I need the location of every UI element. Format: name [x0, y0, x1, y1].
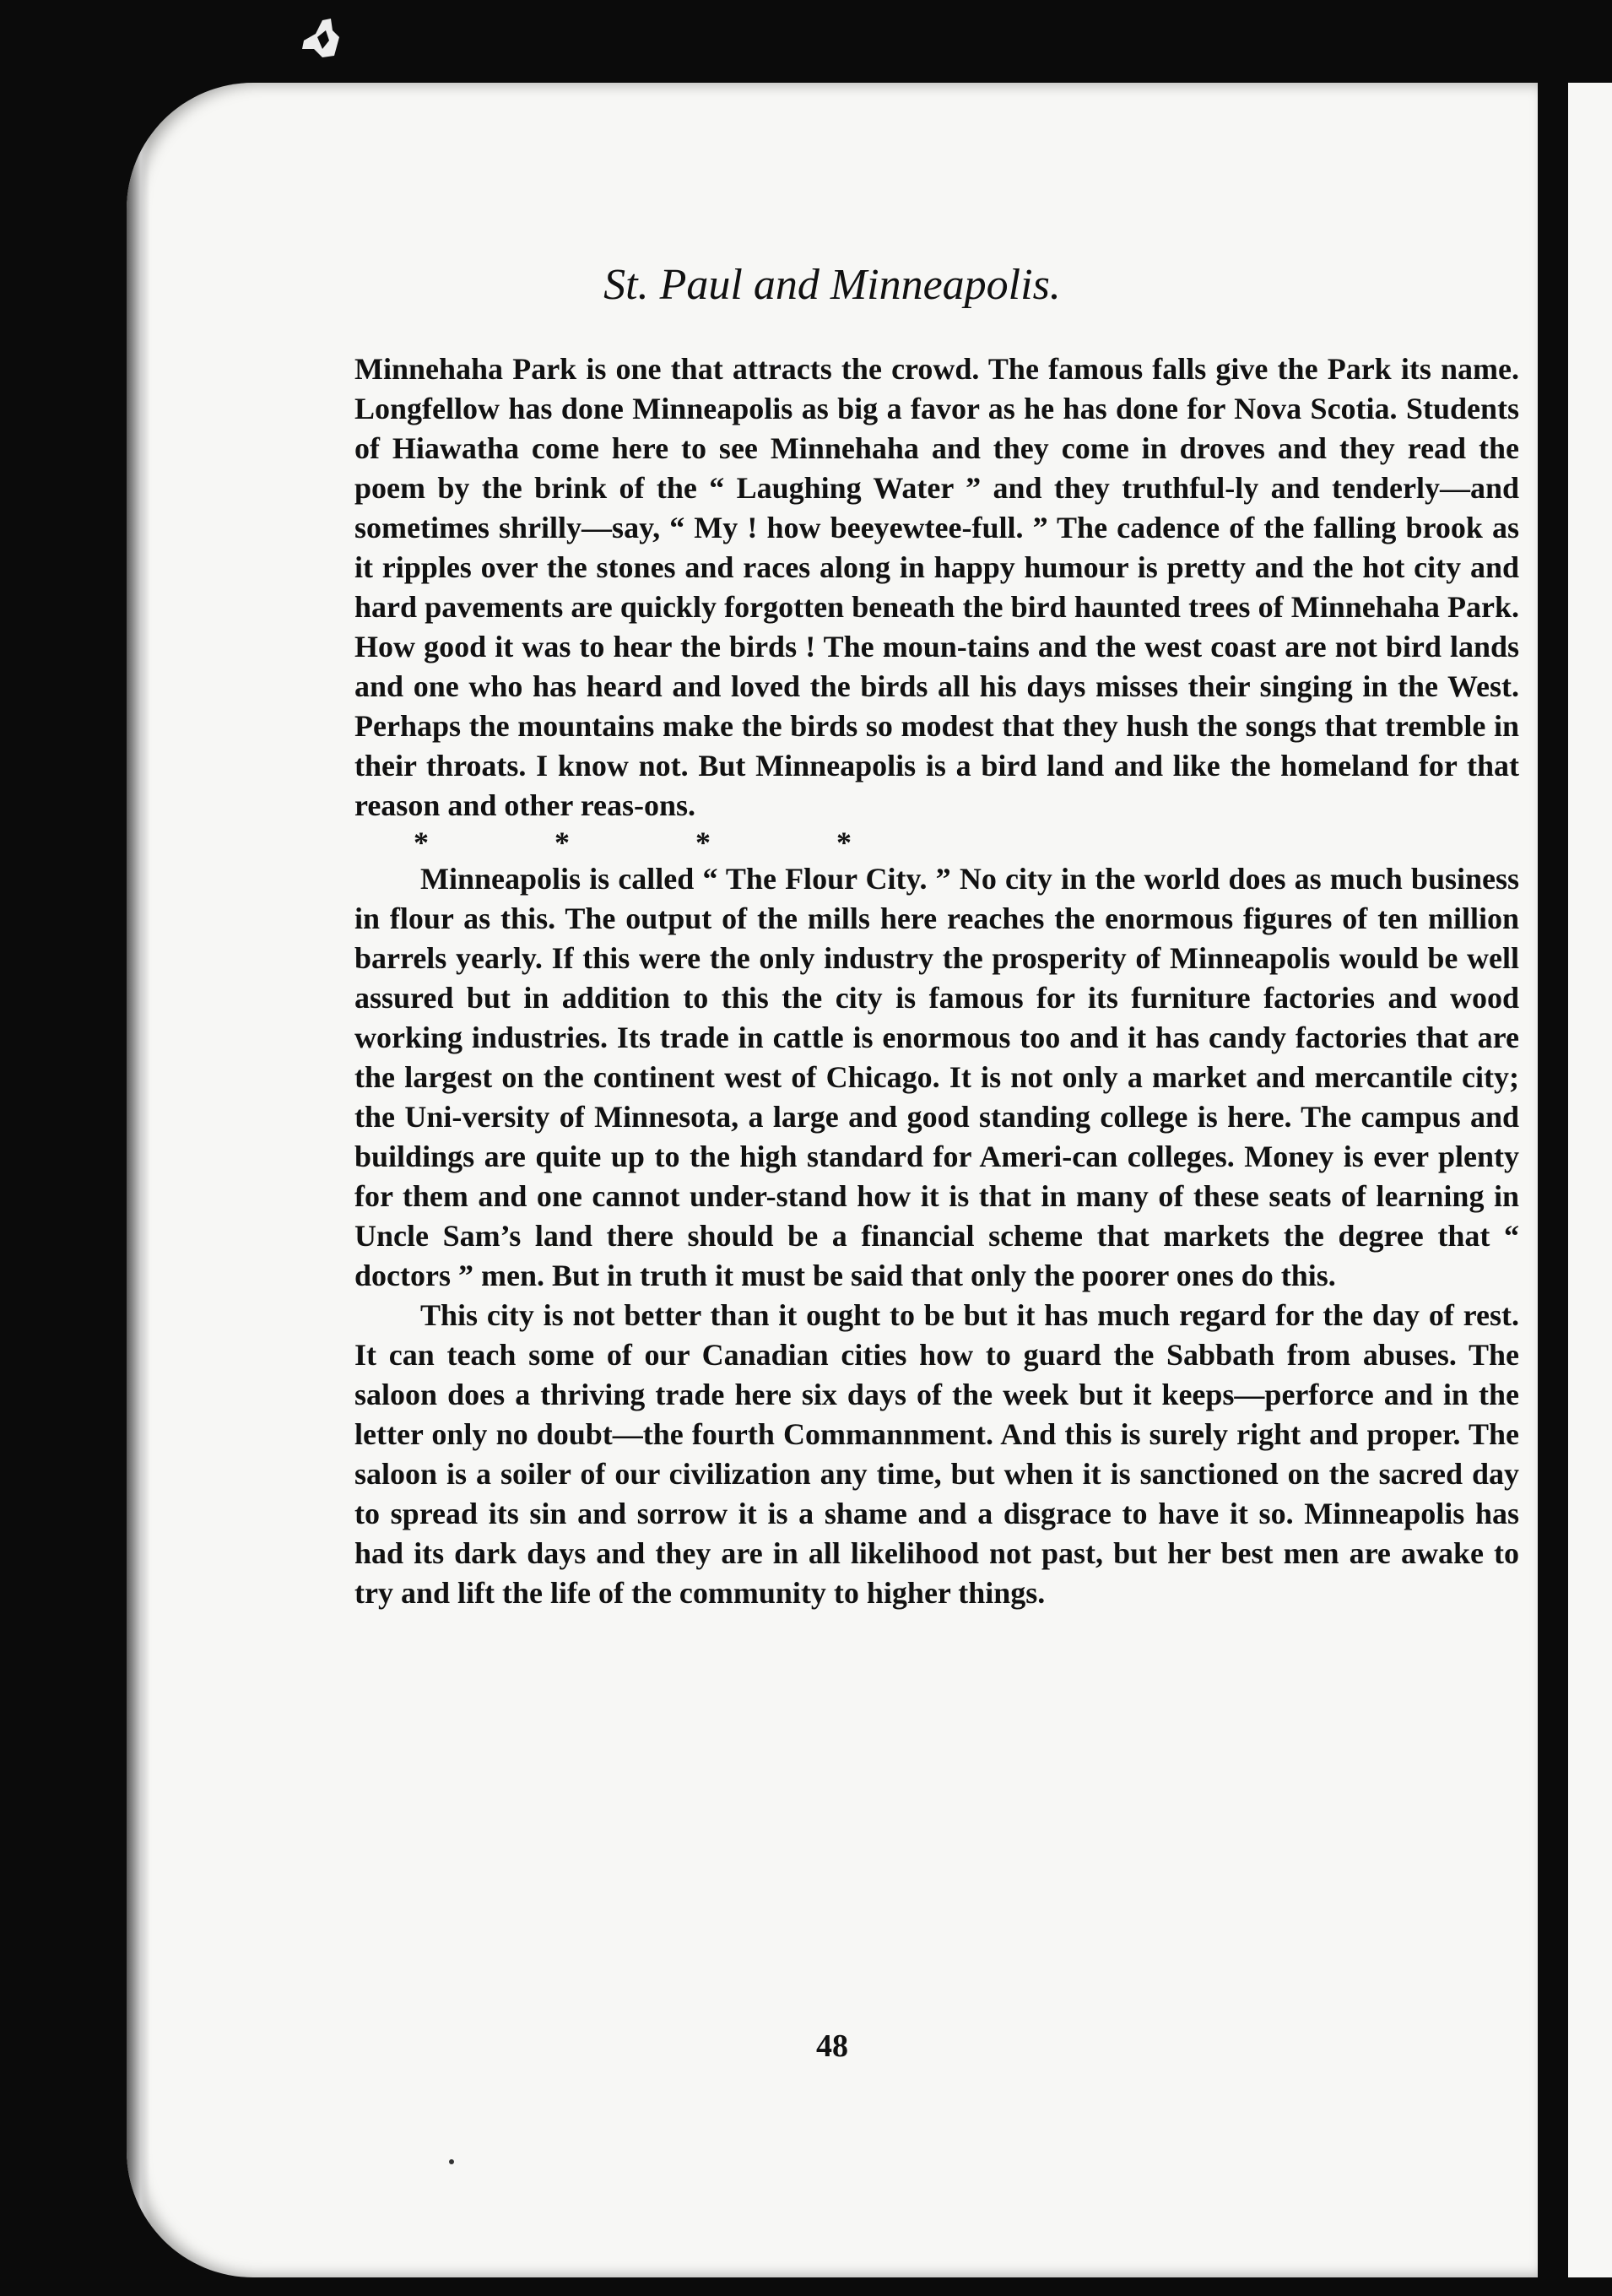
section-break-asterisks: * * * *	[414, 826, 911, 859]
page-number: 48	[816, 2028, 848, 2064]
ink-speck	[449, 2159, 454, 2164]
paragraph-day-of-rest: This city is not better than it ought to be but it has much regard for the day of rest. It can teach some of our Canadian cities how to guard the Sabbath from abuses. The saloon does a thriving trade here six days of the week but it keeps—perforce and in the letter only no doubt—the fourth Commannment. And this is surely right and proper. The saloon is a soiler of our civilization any time, but when it is sanctioned on the sacred day to spread its sin and sorrow it is a shame and a disgrace to have it so. Minneapolis has had its dark days and they are in all likelihood not past, but her best men are awake to try and lift the life of the community to higher things.	[354, 1298, 1519, 1610]
running-head: St. Paul and Minneapolis.	[603, 261, 1061, 309]
facing-page-edge	[1568, 83, 1612, 2277]
paragraph-flour-city: Minneapolis is called “ The Flour City. ” No city in the world does as much business in flour as this. The output of the mills here reaches the enormous figures of ten million barrels yearly. If this were the only industry the prosperity of Minneapolis would be well assured but in addition to this the city is famous for its furniture factories and wood working industries. Its trade in cattle is enormous too and it has candy factories that are the largest on the continent west of Chicago. It is not only a market and mercantile city; the Uni-versity of Minnesota, a large and good standing college is here. The campus and buildings are quite up to the high standard for Ameri-can colleges. Money is ever plenty for them and one cannot under-stand how it is that in many of these seats of learning in Uncle Sam’s land there should be a financial scheme that markets the degree that “ doctors ” men. But in truth it must be said that only the poorer ones do this.	[354, 862, 1519, 1292]
body-text	[354, 349, 1519, 1613]
scan-corner-mark	[297, 15, 344, 61]
paragraph-minnehaha-park: Minnehaha Park is one that attracts the crowd. The famous falls give the Park its name. Longfellow has done Minneapolis as big a favor as he has done for Nova Scotia. Students of Hiawatha come here to see Minnehaha and they come in droves and they read the poem by the brink of the “ Laughing Water ” and they truthful-ly and tenderly—and sometimes shrilly—say, “ My ! how beeyewtee-full. ” The cadence of the falling brook as it ripples over the stones and races along in happy humour is pretty and the hot city and hard pavements are quickly forgotten beneath the bird haunted trees of Minnehaha Park. How good it was to hear the birds ! The moun-tains and the west coast are not bird lands and one who has heard and loved the birds all his days misses their singing in the West. Perhaps the mountains make the birds so modest that they hush the songs that tremble in their throats. I know not. But Minneapolis is a bird land and like the homeland for that reason and other reas-ons.	[354, 352, 1519, 822]
book-page	[127, 83, 1538, 2277]
